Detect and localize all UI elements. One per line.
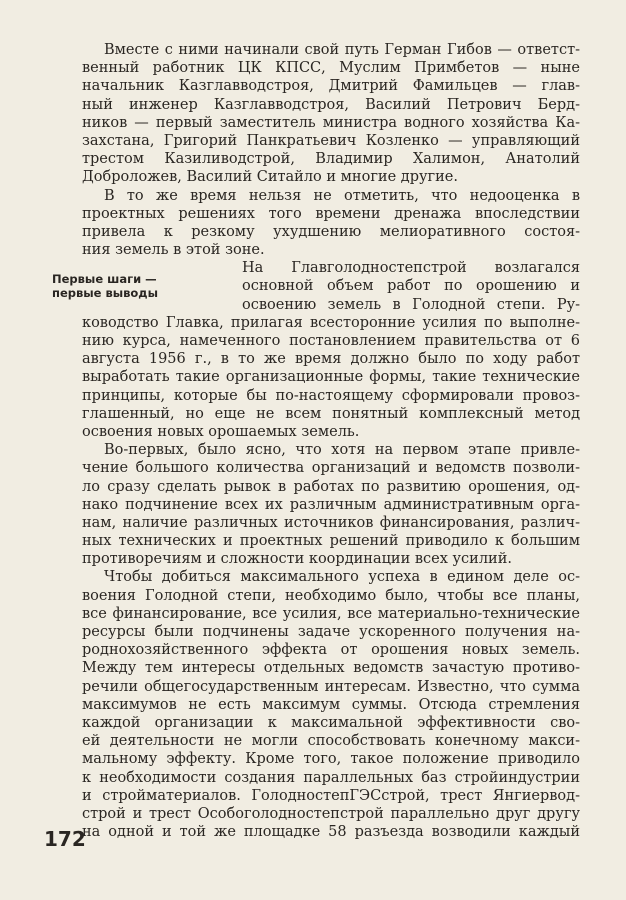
text-line: ло сразу сделать рывок в работах по развитию орошения, од- — [82, 478, 580, 495]
text-line: на одной и той же площадке 58 разъезда возводили каждый — [82, 824, 580, 841]
text-line: ководство Главка, прилагая всесторонние усилия по выполне- — [82, 314, 580, 331]
text-line: все финансирование, все усилия, все материально-технические — [82, 605, 580, 622]
text-line: Вместе с ними начинали свой путь Герман Гибов — ответст- — [104, 42, 580, 58]
text-line: ников — первый заместитель министра водного хозяйства Ка- — [82, 114, 580, 131]
text-line: чение большого количества организаций и ведомств позволи- — [82, 460, 580, 477]
text-line: венный работник ЦК КПСС, Муслим Примбетов — ныне — [82, 60, 580, 77]
text-line: захстана, Григорий Панкратьевич Козленко — управляющий — [82, 132, 580, 149]
text-line: ных технических и проектных решений приводило к большим — [82, 533, 580, 550]
text-line: освоения новых орошаемых земель. — [82, 423, 360, 440]
text-line: воения Голодной степи, необходимо было, чтобы все планы, — [82, 587, 580, 604]
text-line: нако подчинение всех их различным административным орга- — [82, 496, 580, 513]
text-line: и стройматериалов. ГолодностепГЭСстрой, трест Янгиервод- — [82, 787, 580, 804]
text-line: нию курса, намеченного постановлением правительства от 6 — [82, 333, 580, 349]
text-line: ния земель в этой зоне. — [82, 242, 265, 259]
text-line: мальному эффекту. Кроме того, такое положение приводило — [82, 751, 580, 768]
page-number: 172 — [44, 827, 86, 851]
text-line: роднохозяйственного эффекта от орошения новых земель. — [82, 642, 580, 659]
text-line: освоению земель в Голодной степи. Ру- — [242, 296, 580, 313]
text-line: На Главголодностепстрой возлагался — [242, 260, 580, 277]
text-line: противоречиям и сложности координации всех усилий. — [82, 551, 512, 568]
text-line: выработать такие организационные формы, такие технические — [82, 369, 580, 386]
text-line: Во-первых, было ясно, что хотя на первом этапе привле- — [104, 442, 580, 459]
margin-heading-line: первые выводы — [52, 286, 158, 300]
margin-heading-line: Первые шаги — — [52, 272, 157, 286]
text-line: Доброложев, Василий Ситайло и многие другие. — [82, 169, 458, 186]
text-line: строй и трест Особоголодностепстрой параллельно друг другу — [82, 805, 580, 822]
text-line: ресурсы были подчинены задаче ускоренного получения на- — [82, 624, 580, 640]
text-line: Между тем интересы отдельных ведомств зачастую противо- — [82, 660, 580, 677]
text-line: трестом Казиливодстрой, Владимир Халимон, Анатолий — [82, 151, 580, 168]
text-line: речили общегосударственным интересам. Известно, что сумма — [82, 678, 580, 695]
text-line: глашенный, но еще не всем понятный комплексный метод — [82, 405, 580, 422]
text-line: ей деятельности не могли способствовать конечному макси- — [82, 733, 580, 750]
text-line: основной объем работ по орошению и — [242, 278, 580, 295]
text-line: максимумов не есть максимум суммы. Отсюда стремления — [82, 696, 580, 713]
text-line: ный инженер Казглавводстроя, Василий Петрович Берд- — [82, 96, 580, 113]
text-line: Чтобы добиться максимального успеха в едином деле ос- — [104, 569, 580, 586]
text-line: проектных решениях того времени дренажа впоследствии — [82, 205, 580, 222]
text-line: к необходимости создания параллельных баз стройиндустрии — [82, 769, 580, 786]
text-line: В то же время нельзя не отметить, что недооценка в — [104, 187, 580, 204]
body-text — [82, 41, 580, 841]
text-line: нам, наличие различных источников финансирования, различ- — [82, 514, 580, 531]
text-line: привела к резкому ухудшению мелиоративного состоя- — [82, 223, 580, 240]
text-line: принципы, которые бы по-настоящему сформировали провоз- — [82, 387, 580, 404]
text-line: каждой организации к максимальной эффективности сво- — [82, 714, 580, 731]
text-line: начальник Казглавводстроя, Дмитрий Фамильцев — глав- — [82, 78, 580, 95]
text-line: августа 1956 г., в то же время должно было по ходу работ — [82, 351, 580, 368]
